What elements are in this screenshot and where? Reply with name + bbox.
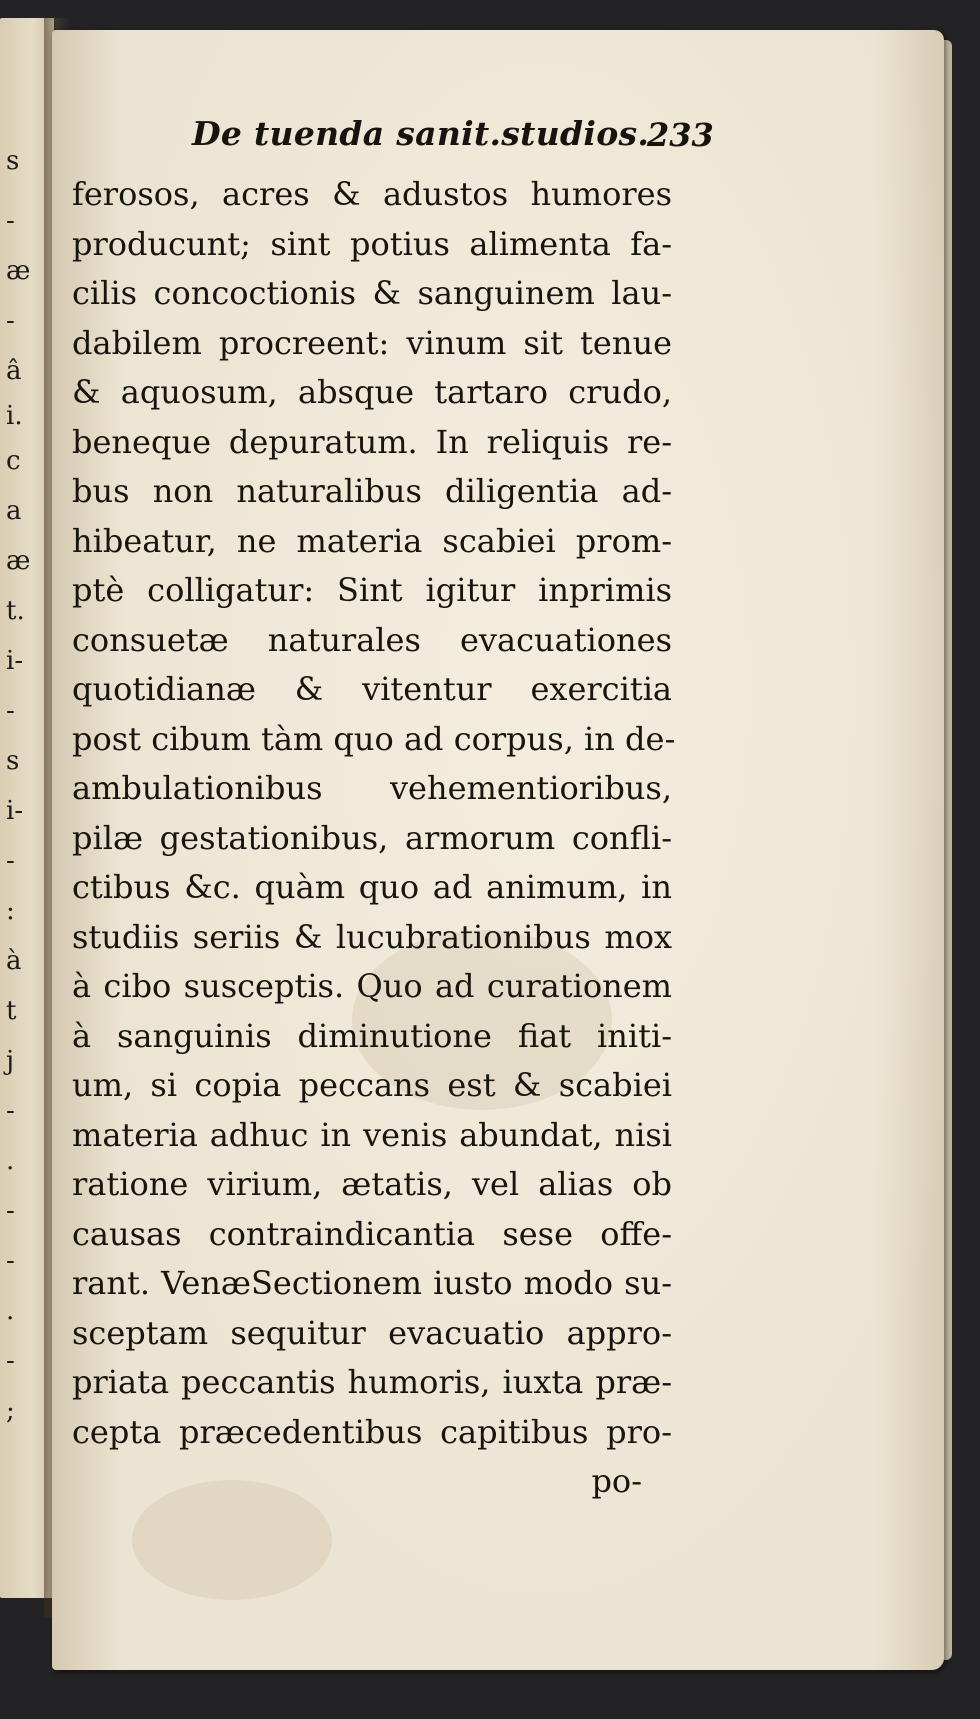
margin-fragment: - [6,1096,15,1126]
text-line: rant. VenæSectionem iusto modo su- [72,1264,672,1302]
margin-fragment: - [6,1196,15,1226]
margin-fragment: à [6,946,22,976]
page-number: 233 [647,116,714,154]
margin-fragment: c [6,446,21,476]
text-line: post cibum tàm quo ad corpus, in de- [72,719,676,758]
text-line: materia adhuc in venis abundat, nisi [72,1115,672,1154]
text-line: causas contraindicantia sese offe- [72,1214,672,1253]
margin-fragment: s [6,146,20,176]
book-page [52,30,944,1670]
text-line: producunt; sint potius alimenta fa- [72,224,672,263]
text-line: hibeatur, ne materia scabiei prom- [72,521,672,560]
text-line: quotidianæ & vitentur exercitia [72,670,672,708]
margin-fragment: i- [6,646,24,676]
margin-fragment: j [6,1046,15,1076]
text-line: priata peccantis humoris, iuxta præ- [72,1363,672,1401]
text-line: à cibo susceptis. Quo ad curationem [72,967,672,1005]
margin-fragment: t [6,996,17,1026]
margin-fragment: . [6,1296,15,1326]
text-line: pilæ gestationibus, armorum confli- [72,818,672,857]
text-line: beneque depuratum. In reliquis re- [72,422,672,461]
margin-fragment: - [6,696,15,726]
text-line: bus non naturalibus diligentia ad- [72,472,672,510]
margin-fragment: : [6,896,15,926]
text-line: ratione virium, ætatis, vel alias ob [72,1165,672,1203]
margin-fragment: - [6,846,15,876]
text-line: um, si copia peccans est & scabiei [72,1066,672,1104]
catchword: po- [591,1462,642,1500]
text-line: à sanguinis diminutione fiat initi- [72,1016,672,1055]
margin-fragment: i. [6,401,23,431]
text-line: ctibus &c. quàm quo ad animum, in [72,868,672,906]
margin-fragment: æ [6,546,31,576]
margin-fragment: - [6,306,15,336]
margin-fragment: . [6,1146,15,1176]
margin-fragment: t. [6,596,25,626]
text-line: dabilem procreent: vinum sit tenue [72,323,672,362]
text-line: cilis concoctionis & sanguinem lau- [72,274,672,312]
margin-fragment: - [6,1346,15,1376]
text-line: consuetæ naturales evacuationes [72,620,672,659]
text-line: ptè colligatur: Sint igitur inprimis [72,571,672,609]
running-head [52,114,944,164]
margin-fragment: - [6,1246,15,1276]
margin-fragment: æ [6,256,31,286]
running-title: De tuenda sanit.studios. [192,114,650,153]
margin-fragment: ; [6,1396,15,1426]
text-line: studiis seriis & lucubrationibus mox [72,917,672,956]
margin-fragment: a [6,496,22,526]
text-line: & aquosum, absque tartaro crudo, [72,373,672,411]
body-text [72,170,676,1507]
margin-fragment: i- [6,796,24,826]
text-line: cepta præcedentibus capitibus pro- [72,1412,672,1451]
margin-fragment: s [6,746,20,776]
text-line: ferosos, acres & adustos humores [72,175,672,213]
text-line: ambulationibus vehementioribus, [72,769,672,807]
margin-fragment: â [6,356,22,386]
margin-fragment: - [6,206,15,236]
text-line: sceptam sequitur evacuatio appro- [72,1313,672,1352]
